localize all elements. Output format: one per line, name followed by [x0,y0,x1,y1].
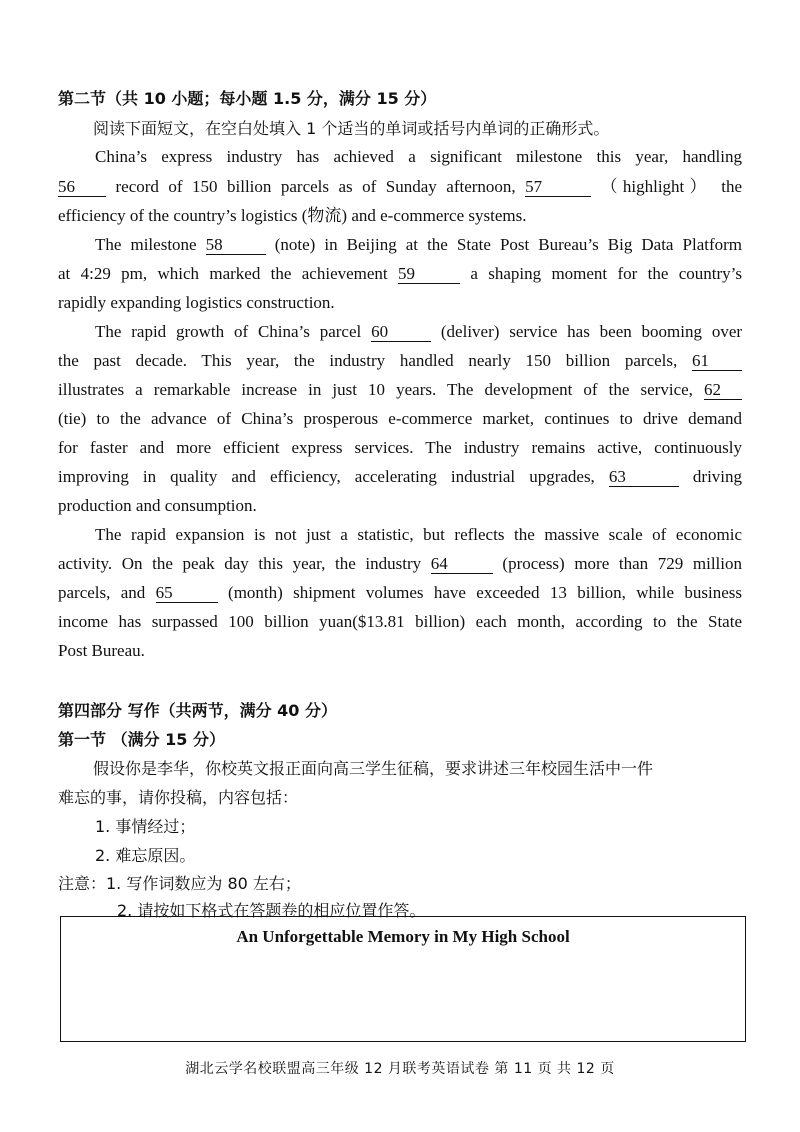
answer-box-title: An Unforgettable Memory in My High School [236,927,570,946]
passage-text: （highlight） the [600,177,742,196]
passage-text: at 4:29 pm, which marked the achievement [58,264,388,283]
passage-text: parcels, and [58,583,146,602]
blank-58[interactable]: 58 [206,236,266,255]
passage-text: (process) more than 729 million [502,554,743,573]
passage-line-16 [58,582,742,604]
passage-text: (month) shipment volumes have exceeded 13 billion, while business [228,583,743,602]
passage-text: (deliver) service has been booming over [440,322,743,341]
blank-57[interactable]: 57 [525,178,591,197]
passage-text: a shaping moment for the country’s [470,264,743,283]
passage-text: illustrates a remarkable increase in just 10 years. The development of the service, [58,380,693,399]
passage-line-10: (tie) to the advance of China’s prosperous e-commerce market, continues to drive demand [58,409,742,428]
section2-instruction: 阅读下面短文，在空白处填入 1 个适当的单词或括号内单词的正确形式。 [93,119,610,138]
content-item-2: 2. 难忘原因。 [95,846,196,865]
passage-line-13: production and consumption. [58,496,257,515]
note-line-1: 注意：1. 写作词数应为 80 左右； [58,874,301,893]
passage-text: The rapid growth of China’s parcel [95,322,362,341]
passage-line-1: China’s express industry has achieved a significant milestone this year, handling [95,147,742,166]
blank-65[interactable]: 65 [156,584,218,603]
note-line-2: 2. 请按如下格式在答题卷的相应位置作答。 [117,901,426,920]
blank-62[interactable]: 62 [704,381,742,400]
blank-63[interactable]: 63 [609,468,679,487]
passage-line-9 [58,379,742,401]
part4-heading: 第四部分 写作（共两节，满分 40 分） [58,701,337,720]
passage-line-17: income has surpassed 100 billion yuan($13.81 billion) each month, according to the State [58,612,742,631]
passage-line-18: Post Bureau. [58,641,145,660]
passage-line-3: efficiency of the country’s logistics (物流) and e-commerce systems. [58,206,527,225]
blank-61[interactable]: 61 [692,352,742,371]
passage-text: The milestone [95,235,197,254]
prompt-line-2: 难忘的事，请你投稿，内容包括： [58,788,299,807]
passage-text: driving [692,467,743,486]
passage-line-7 [95,321,742,343]
answer-format-box [60,916,746,1042]
passage-line-4 [95,234,742,256]
passage-line-12 [58,466,742,488]
passage-text: record of 150 billion parcels as of Sunday afternoon, [115,177,516,196]
part4-subheading: 第一节 （满分 15 分） [58,730,225,749]
blank-59[interactable]: 59 [398,265,460,284]
passage-line-11: for faster and more efficient express services. The industry remains active, continuously [58,438,742,457]
passage-text: improving in quality and efficiency, accelerating industrial upgrades, [58,467,595,486]
prompt-line-1: 假设你是李华，你校英文报正面向高三学生征稿，要求讲述三年校园生活中一件 [93,759,654,778]
page-footer: 湖北云学名校联盟高三年级 12 月联考英语试卷 第 11 页 共 12 页 [185,1061,615,1077]
passage-text: the past decade. This year, the industry handled nearly 150 billion parcels, [58,351,678,370]
content-item-1: 1. 事情经过； [95,817,196,836]
blank-60[interactable]: 60 [371,323,431,342]
passage-line-8 [58,350,742,372]
blank-56[interactable]: 56 [58,178,106,197]
section2-heading: 第二节（共 10 小题；每小题 1.5 分，满分 15 分） [58,89,437,108]
passage-line-6: rapidly expanding logistics construction. [58,293,335,312]
passage-line-14: The rapid expansion is not just a statistic, but reflects the massive scale of economic [95,525,742,544]
passage-line-15 [58,553,742,575]
passage-text: (note) in Beijing at the State Post Bureau’s Big Data Platform [274,235,743,254]
passage-line-2 [58,176,742,198]
passage-text: activity. On the peak day this year, the industry [58,554,422,573]
blank-64[interactable]: 64 [431,555,493,574]
passage-line-5 [58,263,742,285]
